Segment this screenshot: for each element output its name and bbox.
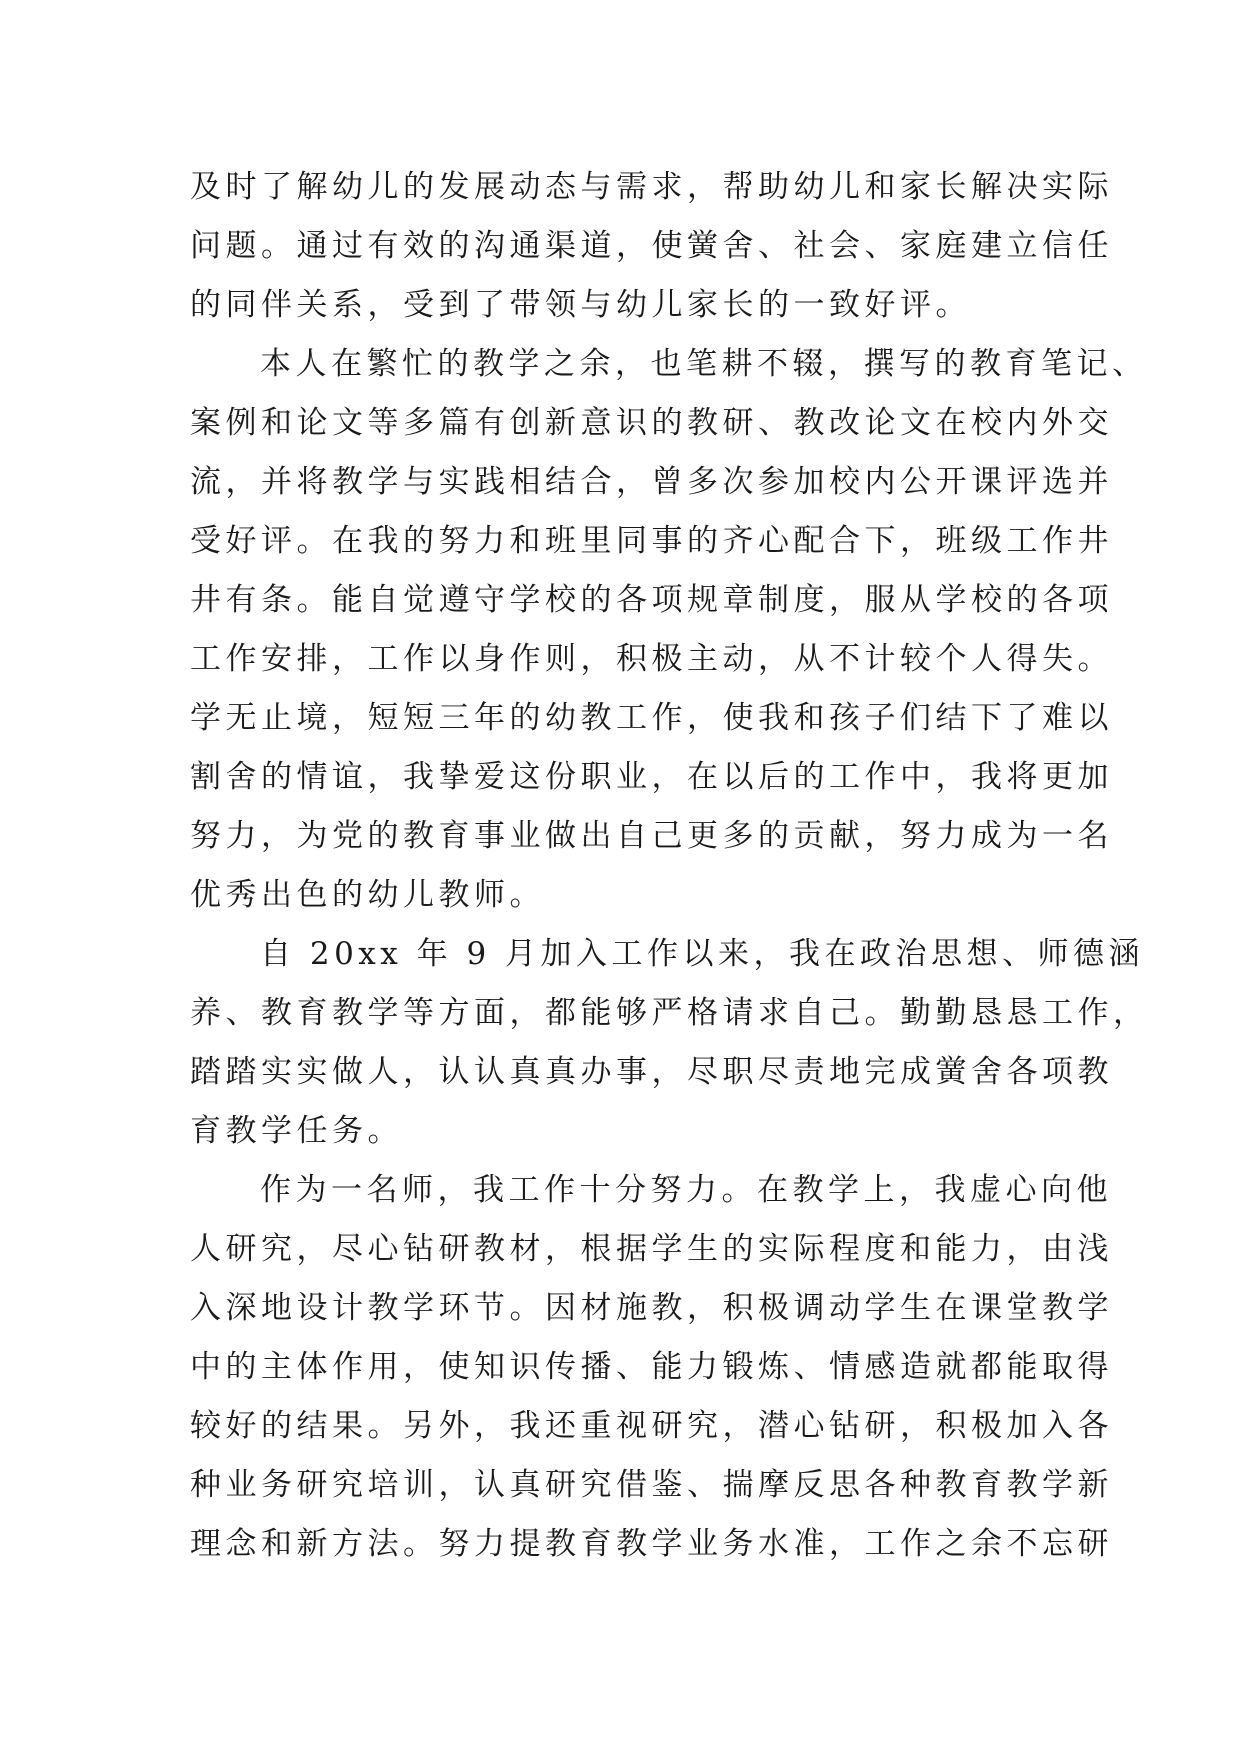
paragraph [190, 925, 1149, 1161]
text-line: 井有条。能自觉遵守学校的各项规章制度，服从学校的各项 [190, 582, 1113, 618]
text-line: 问题。通过有效的沟通渠道，使黉舍、社会、家庭建立信任 [190, 228, 1113, 264]
text-line: 理念和新方法。努力提教育教学业务水准，工作之余不忘研 [190, 1526, 1113, 1562]
text-line: 学无止境，短短三年的幼教工作，使我和孩子们结下了难以 [190, 700, 1113, 736]
text-line: 人研究，尽心钻研教材，根据学生的实际程度和能力，由浅 [190, 1231, 1113, 1267]
text-line: 自 20xx 年 9 月加入工作以来，我在政治思想、师德涵 [260, 936, 1145, 972]
text-line: 养、教育教学等方面，都能够严格请求自己。勤勤恳恳工作， [190, 995, 1149, 1031]
text-line: 踏踏实实做人，认认真真办事，尽职尽责地完成黉舍各项教 [190, 1054, 1113, 1090]
paragraph [190, 158, 1113, 335]
paragraph [190, 335, 1148, 925]
text-line: 中的主体作用，使知识传播、能力锻炼、情感造就都能取得 [190, 1349, 1113, 1385]
text-line: 受好评。在我的努力和班里同事的齐心配合下，班级工作井 [190, 523, 1113, 559]
document-body [190, 158, 1149, 1574]
text-line: 的同伴关系，受到了带领与幼儿家长的一致好评。 [190, 287, 971, 323]
text-line: 流，并将教学与实践相结合，曾多次参加校内公开课评选并 [190, 464, 1113, 500]
text-line: 工作安排，工作以身作则，积极主动，从不计较个人得失。 [190, 641, 1113, 677]
text-line: 种业务研究培训，认真研究借鉴、揣摩反思各种教育教学新 [190, 1467, 1113, 1503]
text-line: 本人在繁忙的教学之余，也笔耕不辍，撰写的教育笔记、 [260, 346, 1148, 382]
text-line: 及时了解幼儿的发展动态与需求，帮助幼儿和家长解决实际 [190, 169, 1113, 205]
text-line: 较好的结果。另外，我还重视研究，潜心钻研，积极加入各 [190, 1408, 1113, 1444]
text-line: 优秀出色的幼儿教师。 [190, 877, 545, 913]
text-line: 入深地设计教学环节。因材施教，积极调动学生在课堂教学 [190, 1290, 1113, 1326]
text-line: 育教学任务。 [190, 1113, 403, 1149]
text-line: 作为一名师，我工作十分努力。在教学上，我虚心向他 [260, 1172, 1112, 1208]
paragraph [190, 1161, 1113, 1574]
text-line: 割舍的情谊，我挚爱这份职业，在以后的工作中，我将更加 [190, 759, 1113, 795]
text-line: 努力，为党的教育事业做出自己更多的贡献，努力成为一名 [190, 818, 1113, 854]
text-line: 案例和论文等多篇有创新意识的教研、教改论文在校内外交 [190, 405, 1113, 441]
